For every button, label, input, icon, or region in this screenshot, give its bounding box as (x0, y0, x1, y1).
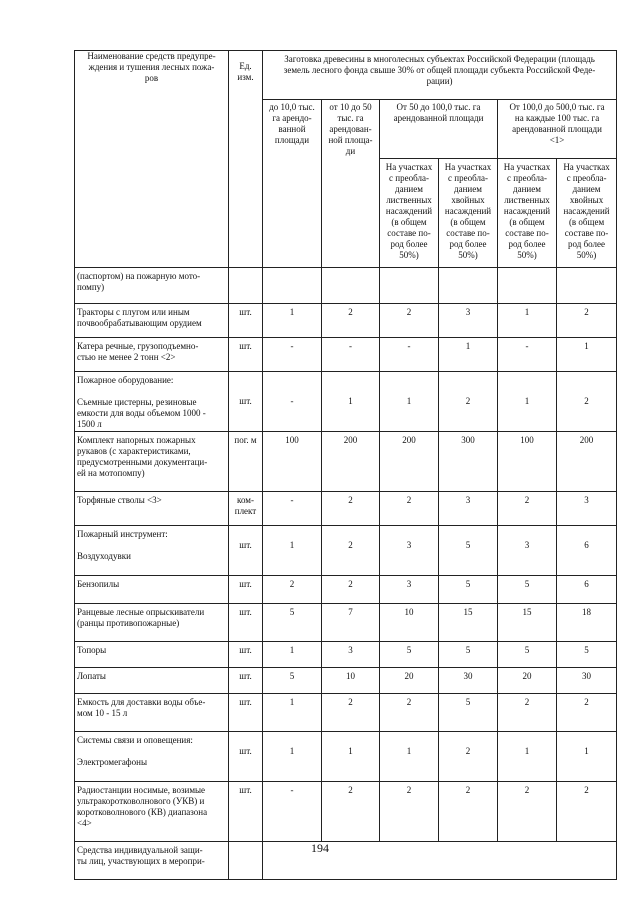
row-value: - (322, 338, 380, 372)
row-value (498, 268, 557, 304)
table-row (75, 526, 617, 576)
row-value: 5 (557, 642, 617, 668)
header-deciduous-2: На участках с преобла- данием лиственных насаждений (в общем составе по- род более 50%) (498, 159, 557, 268)
row-value: - (263, 372, 322, 432)
row-value: 3 (439, 492, 498, 526)
row-value: 2 (322, 526, 380, 576)
row-name: Емкость для доставки воды объе- мом 10 - 15 л (75, 694, 229, 732)
row-value: 2 (322, 304, 380, 338)
row-value: 20 (380, 668, 439, 694)
row-name: Средства индивидуальной защи- ты лиц, участвующих в меропри- (75, 842, 229, 880)
row-unit: шт. (229, 782, 263, 842)
row-unit: ком- плект (229, 492, 263, 526)
row-value: 5 (498, 576, 557, 604)
table-row (75, 432, 617, 492)
row-value: 5 (498, 642, 557, 668)
header-sub-4: От 100,0 до 500,0 тыс. га на каждые 100 тыс. га арендованной площади <1> (498, 100, 617, 159)
row-value: 2 (380, 304, 439, 338)
row-value: 100 (263, 432, 322, 492)
row-value: 2 (263, 576, 322, 604)
row-value: 2 (322, 694, 380, 732)
row-value: 2 (557, 372, 617, 432)
header-sub-3: От 50 до 100,0 тыс. га арендованной площади (380, 100, 498, 159)
row-value: 5 (439, 642, 498, 668)
row-value: 1 (498, 732, 557, 782)
row-unit: пог. м (229, 432, 263, 492)
row-value: 2 (380, 492, 439, 526)
header-unit: Ед. изм. (229, 51, 263, 268)
header-main: Заготовка древесины в многолесных субъектах Российской Федерации (площадь земель лесного фонда свыше 30% от общей площади субъекта Российской Феде- рации) (263, 51, 617, 100)
row-value: 5 (439, 576, 498, 604)
row-value: 15 (498, 604, 557, 642)
row-value: 2 (439, 372, 498, 432)
row-value (322, 268, 380, 304)
row-value: 1 (263, 642, 322, 668)
row-value: - (380, 338, 439, 372)
row-value: 1 (263, 526, 322, 576)
row-unit: шт. (229, 604, 263, 642)
row-value: 2 (380, 782, 439, 842)
table-row (75, 604, 617, 642)
row-value: 1 (557, 732, 617, 782)
row-name: (паспортом) на пожарную мото- помпу) (75, 268, 229, 304)
header-name: Наименование средств предупре- ждения и тушения лесных пожа- ров (75, 51, 229, 268)
row-value: 200 (380, 432, 439, 492)
row-value: 2 (439, 782, 498, 842)
row-value: 18 (557, 604, 617, 642)
row-value: 1 (322, 732, 380, 782)
table-row (75, 268, 617, 304)
header-conifer-2: На участках с преобла- данием хвойных насаждений (в общем составе по- род более 50%) (557, 159, 617, 268)
row-value: 5 (263, 604, 322, 642)
row-value: 5 (380, 642, 439, 668)
equipment-norms-table (74, 50, 617, 880)
row-value: - (263, 338, 322, 372)
row-name: Пожарный инструмент: Воздуходувки (75, 526, 229, 576)
header-row-1 (75, 51, 617, 100)
row-value: - (498, 338, 557, 372)
table-row (75, 668, 617, 694)
header-sub-1: до 10,0 тыс. га арендо- ванной площади (263, 100, 322, 268)
row-name: Катера речные, грузоподъемно- стью не менее 2 тонн <2> (75, 338, 229, 372)
table-row (75, 782, 617, 842)
row-value: 15 (439, 604, 498, 642)
row-name: Тракторы с плугом или иным почвообрабатывающим орудием (75, 304, 229, 338)
row-unit: шт. (229, 526, 263, 576)
row-value: 1 (380, 372, 439, 432)
page-number: 194 (311, 841, 329, 855)
header-conifer-1: На участках с преобла- данием хвойных насаждений (в общем составе по- род более 50%) (439, 159, 498, 268)
row-value: 6 (557, 526, 617, 576)
row-value: 1 (498, 372, 557, 432)
row-value: 2 (439, 732, 498, 782)
row-unit: шт. (229, 338, 263, 372)
row-unit: шт. (229, 576, 263, 604)
row-value: 3 (557, 492, 617, 526)
row-value (439, 268, 498, 304)
row-value: 1 (263, 732, 322, 782)
row-value: - (263, 492, 322, 526)
row-value: 1 (263, 304, 322, 338)
row-unit: шт. (229, 694, 263, 732)
row-value: 2 (557, 782, 617, 842)
row-value: 2 (557, 694, 617, 732)
row-name: Комплект напорных пожарных рукавов (с характеристиками, предусмотренными документаци- ей на мотопомпу) (75, 432, 229, 492)
table-row (75, 304, 617, 338)
row-name: Пожарное оборудование: Съемные цистерны, резиновые емкости для воды объемом 1000 - 1500 л (75, 372, 229, 432)
row-value: 1 (439, 338, 498, 372)
row-value: 3 (498, 526, 557, 576)
row-value (380, 268, 439, 304)
row-value: 30 (439, 668, 498, 694)
row-value: 1 (557, 338, 617, 372)
row-name: Лопаты (75, 668, 229, 694)
row-value: 2 (380, 694, 439, 732)
row-unit: шт. (229, 304, 263, 338)
row-value: 2 (557, 304, 617, 338)
row-value: 3 (322, 642, 380, 668)
row-value: 2 (322, 782, 380, 842)
row-value: 2 (498, 694, 557, 732)
table-row (75, 732, 617, 782)
row-name: Радиостанции носимые, возимые ультракоротковолнового (УКВ) и коротковолнового (КВ) диапазона <4> (75, 782, 229, 842)
row-unit: шт. (229, 642, 263, 668)
row-value: 5 (439, 694, 498, 732)
row-value: 6 (557, 576, 617, 604)
row-value: 5 (263, 668, 322, 694)
row-value: 1 (380, 732, 439, 782)
row-value: 1 (498, 304, 557, 338)
row-unit (229, 268, 263, 304)
row-unit: шт. (229, 732, 263, 782)
row-unit: шт. (229, 668, 263, 694)
row-value: 300 (439, 432, 498, 492)
row-value: 2 (498, 492, 557, 526)
row-value: 200 (557, 432, 617, 492)
table-row (75, 576, 617, 604)
row-value: 3 (439, 304, 498, 338)
row-value: 3 (380, 526, 439, 576)
row-name: Системы связи и оповещения: Электромегафоны (75, 732, 229, 782)
row-value: - (263, 782, 322, 842)
row-name: Ранцевые лесные опрыскиватели (ранцы противопожарные) (75, 604, 229, 642)
row-name: Торфяные стволы <3> (75, 492, 229, 526)
table-row (75, 694, 617, 732)
row-value: 10 (322, 668, 380, 694)
row-value (557, 268, 617, 304)
row-unit: шт. (229, 372, 263, 432)
table-row (75, 372, 617, 432)
row-name: Бензопилы (75, 576, 229, 604)
row-value (263, 268, 322, 304)
row-value: 7 (322, 604, 380, 642)
row-value: 1 (322, 372, 380, 432)
row-value: 3 (380, 576, 439, 604)
row-name: Топоры (75, 642, 229, 668)
header-deciduous-1: На участках с преобла- данием лиственных насаждений (в общем составе по- род более 50%) (380, 159, 439, 268)
row-value: 30 (557, 668, 617, 694)
row-value: 2 (322, 492, 380, 526)
row-value: 2 (498, 782, 557, 842)
header-sub-2: от 10 до 50 тыс. га арендован- ной площа- ди (322, 100, 380, 268)
row-value: 10 (380, 604, 439, 642)
row-value: 1 (263, 694, 322, 732)
row-value: 5 (439, 526, 498, 576)
table-row (75, 642, 617, 668)
row-value: 2 (322, 576, 380, 604)
row-value: 200 (322, 432, 380, 492)
row-value: 100 (498, 432, 557, 492)
row-value: 20 (498, 668, 557, 694)
table-row (75, 492, 617, 526)
table-row (75, 338, 617, 372)
